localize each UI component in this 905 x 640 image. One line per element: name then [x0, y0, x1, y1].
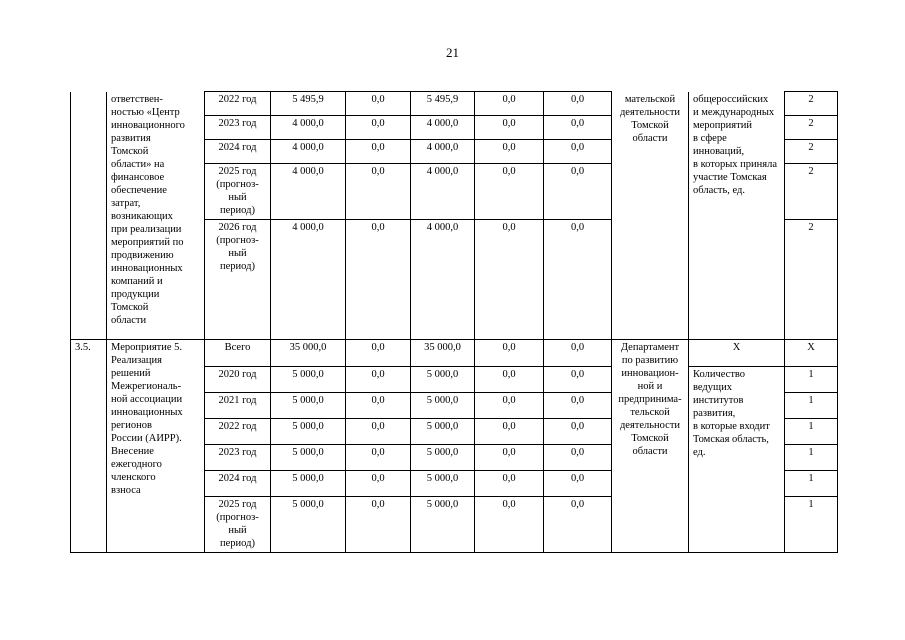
amount-cell: 0,0 [544, 367, 612, 393]
amount-cell: 0,0 [475, 445, 544, 471]
total-cell: 4 000,0 [271, 140, 346, 164]
amount-cell: 0,0 [346, 471, 411, 497]
amount-cell: 0,0 [544, 116, 612, 140]
indicator-value-cell: 2 [785, 116, 838, 140]
amount-cell: 0,0 [346, 92, 411, 116]
total-cell: 5 000,0 [271, 471, 346, 497]
amount-cell: 0,0 [544, 340, 612, 367]
amount-cell: 4 000,0 [411, 140, 475, 164]
indicator-cell: Количество ведущих институтов развития, в которые входит Томская область, ед. [689, 367, 785, 553]
year-cell: 2023 год [205, 116, 271, 140]
executor-cell: мательской деятельности Томской области [612, 92, 689, 340]
indicator-value-cell: 2 [785, 220, 838, 340]
year-cell: 2025 год (прогноз- ный период) [205, 164, 271, 220]
executor-cell: Департамент по развитию инновацион- ной и предпринима- тельской деятельности Томской области [612, 340, 689, 553]
amount-cell: 0,0 [346, 220, 411, 340]
amount-cell: 0,0 [544, 445, 612, 471]
row-number [71, 92, 107, 340]
year-cell: Всего [205, 340, 271, 367]
amount-cell: 0,0 [346, 445, 411, 471]
indicator-value-cell: 1 [785, 445, 838, 471]
indicator-value-cell: 1 [785, 419, 838, 445]
indicator-value-cell: 2 [785, 92, 838, 116]
program-table [70, 91, 838, 553]
row-number: 3.5. [71, 340, 107, 553]
amount-cell: 4 000,0 [411, 116, 475, 140]
indicator-value-cell: 2 [785, 164, 838, 220]
amount-cell: 0,0 [346, 116, 411, 140]
amount-cell: 0,0 [544, 419, 612, 445]
amount-cell: 0,0 [544, 140, 612, 164]
indicator-value-cell: 1 [785, 471, 838, 497]
amount-cell: 0,0 [475, 116, 544, 140]
year-cell: 2024 год [205, 140, 271, 164]
total-cell: 4 000,0 [271, 220, 346, 340]
total-cell: 4 000,0 [271, 116, 346, 140]
indicator-value-cell: Х [785, 340, 838, 367]
year-cell: 2026 год (прогноз- ный период) [205, 220, 271, 340]
total-cell: 5 000,0 [271, 393, 346, 419]
year-cell: 2024 год [205, 471, 271, 497]
measure-description: ответствен- ностью «Центр инновационного развития Томской области» на финансовое обеспечение затрат, возникающих при реализации мероприятий по продвижению инновационных компаний и продукции Томской области [107, 92, 205, 340]
amount-cell: 0,0 [346, 164, 411, 220]
amount-cell: 0,0 [346, 340, 411, 367]
measure-description: Мероприятие 5. Реализация решений Межрегиональ- ной ассоциации инновационных регионов России (АИРР). Внесение ежегодного членского взноса [107, 340, 205, 553]
indicator-value-cell: 1 [785, 367, 838, 393]
amount-cell: 0,0 [544, 471, 612, 497]
total-cell: 5 000,0 [271, 419, 346, 445]
indicator-value-cell: 1 [785, 393, 838, 419]
amount-cell: 4 000,0 [411, 164, 475, 220]
amount-cell: 0,0 [475, 140, 544, 164]
amount-cell: 0,0 [346, 367, 411, 393]
amount-cell: 5 000,0 [411, 497, 475, 553]
amount-cell: 0,0 [544, 497, 612, 553]
year-cell: 2022 год [205, 419, 271, 445]
amount-cell: 0,0 [475, 393, 544, 419]
indicator-value-cell: 1 [785, 497, 838, 553]
amount-cell: 0,0 [346, 393, 411, 419]
total-cell: 5 000,0 [271, 445, 346, 471]
total-cell: 5 000,0 [271, 497, 346, 553]
amount-cell: 35 000,0 [411, 340, 475, 367]
indicator-value-cell: 2 [785, 140, 838, 164]
amount-cell: 0,0 [475, 367, 544, 393]
amount-cell: 0,0 [475, 419, 544, 445]
amount-cell: 0,0 [475, 220, 544, 340]
amount-cell: 4 000,0 [411, 220, 475, 340]
total-cell: 4 000,0 [271, 164, 346, 220]
page-number: 21 [446, 45, 459, 60]
amount-cell: 5 000,0 [411, 471, 475, 497]
amount-cell: 5 495,9 [411, 92, 475, 116]
indicator-total-cell: Х [689, 340, 785, 367]
amount-cell: 0,0 [544, 393, 612, 419]
amount-cell: 0,0 [346, 419, 411, 445]
amount-cell: 5 000,0 [411, 419, 475, 445]
amount-cell: 5 000,0 [411, 445, 475, 471]
year-cell: 2021 год [205, 393, 271, 419]
table-row [71, 92, 838, 116]
amount-cell: 0,0 [475, 471, 544, 497]
year-cell: 2022 год [205, 92, 271, 116]
amount-cell: 0,0 [544, 92, 612, 116]
amount-cell: 0,0 [475, 92, 544, 116]
indicator-cell: общероссийских и международных мероприятий в сфере инноваций, в которых приняла участие Томская область, ед. [689, 92, 785, 340]
table-row [71, 340, 838, 367]
total-cell: 5 495,9 [271, 92, 346, 116]
amount-cell: 0,0 [475, 164, 544, 220]
amount-cell: 0,0 [346, 140, 411, 164]
amount-cell: 5 000,0 [411, 393, 475, 419]
total-cell: 35 000,0 [271, 340, 346, 367]
amount-cell: 0,0 [544, 164, 612, 220]
year-cell: 2020 год [205, 367, 271, 393]
amount-cell: 0,0 [475, 497, 544, 553]
year-cell: 2025 год (прогноз- ный период) [205, 497, 271, 553]
amount-cell: 0,0 [544, 220, 612, 340]
total-cell: 5 000,0 [271, 367, 346, 393]
amount-cell: 0,0 [475, 340, 544, 367]
amount-cell: 5 000,0 [411, 367, 475, 393]
year-cell: 2023 год [205, 445, 271, 471]
amount-cell: 0,0 [346, 497, 411, 553]
